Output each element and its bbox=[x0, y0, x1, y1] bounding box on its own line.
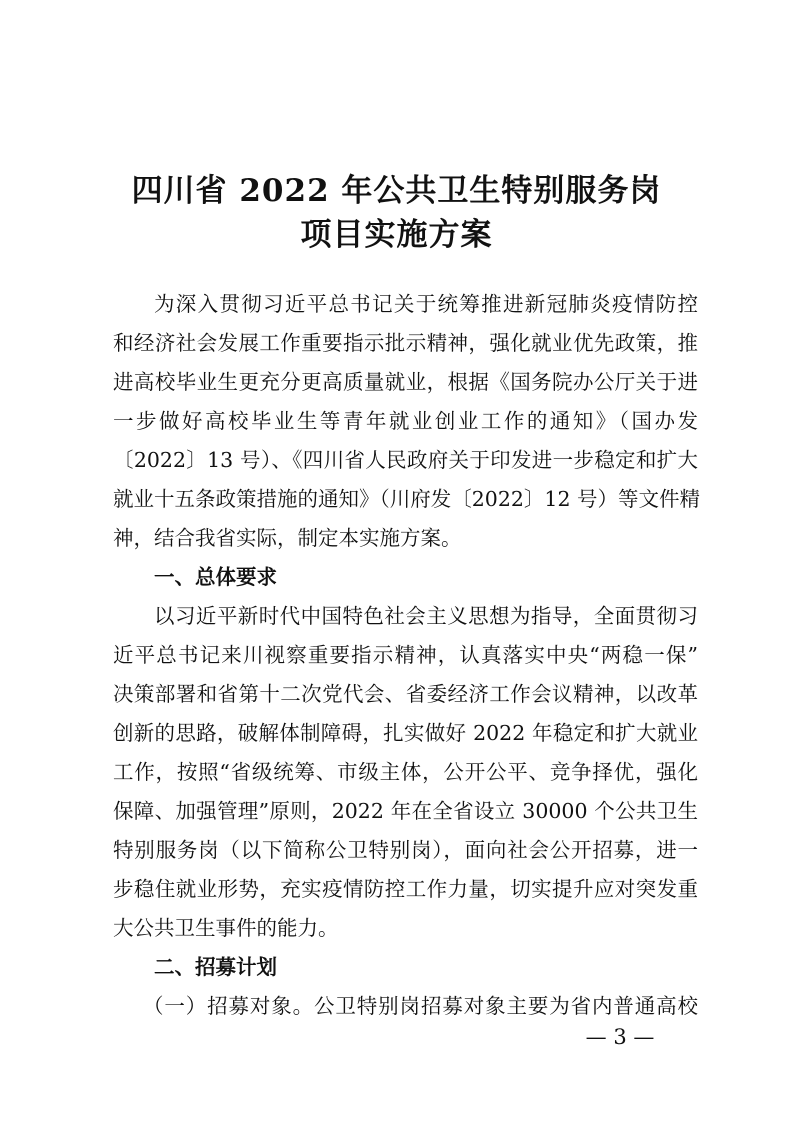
paragraph-line: （一）招募对象。公卫特别岗招募对象主要为省内普通高校 bbox=[143, 994, 698, 1018]
section-heading: 一、总体要求 bbox=[154, 565, 277, 589]
paragraph-line: 和经济社会发展工作重要指示批示精神，强化就业优先政策，推 bbox=[113, 331, 698, 355]
paragraph-line: 〔2022〕13 号）、《四川省人民政府关于印发进一步稳定和扩大 bbox=[113, 448, 698, 472]
document-title-line1: 四川省 2022 年公共卫生特别服务岗 bbox=[131, 173, 662, 209]
paragraph-line: 为深入贯彻习近平总书记关于统筹推进新冠肺炎疫情防控 bbox=[154, 292, 698, 316]
paragraph-line: 一步做好高校毕业生等青年就业创业工作的通知》（国办发 bbox=[113, 409, 698, 433]
paragraph-line: 进高校毕业生更充分更高质量就业，根据《国务院办公厅关于进 bbox=[113, 370, 698, 394]
paragraph-line: 近平总书记来川视察重要指示精神，认真落实中央“两稳一保” bbox=[113, 643, 698, 667]
paragraph-line: 以习近平新时代中国特色社会主义思想为指导，全面贯彻习 bbox=[154, 604, 698, 628]
paragraph-line: 决策部署和省第十二次党代会、省委经济工作会议精神，以改革 bbox=[113, 682, 698, 706]
paragraph-line: 创新的思路，破解体制障碍，扎实做好 2022 年稳定和扩大就业 bbox=[113, 721, 698, 745]
page-number: — 3 — bbox=[585, 1025, 655, 1049]
paragraph-line: 工作，按照“省级统筹、市级主体，公开公平、竞争择优，强化 bbox=[113, 760, 698, 784]
paragraph-line: 步稳住就业形势，充实疫情防控工作力量，切实提升应对突发重 bbox=[113, 877, 698, 901]
paragraph-line: 保障、加强管理”原则，2022 年在全省设立 30000 个公共卫生 bbox=[113, 799, 698, 823]
paragraph-line: 神，结合我省实际，制定本实施方案。 bbox=[113, 526, 462, 550]
paragraph-line: 特别服务岗（以下简称公卫特别岗），面向社会公开招募，进一 bbox=[113, 838, 698, 862]
document-title-line2: 项目实施方案 bbox=[300, 217, 493, 253]
section-heading: 二、招募计划 bbox=[154, 955, 277, 979]
paragraph-line: 就业十五条政策措施的通知》（川府发〔2022〕12 号）等文件精 bbox=[113, 487, 701, 511]
paragraph-line: 大公共卫生事件的能力。 bbox=[113, 916, 339, 940]
